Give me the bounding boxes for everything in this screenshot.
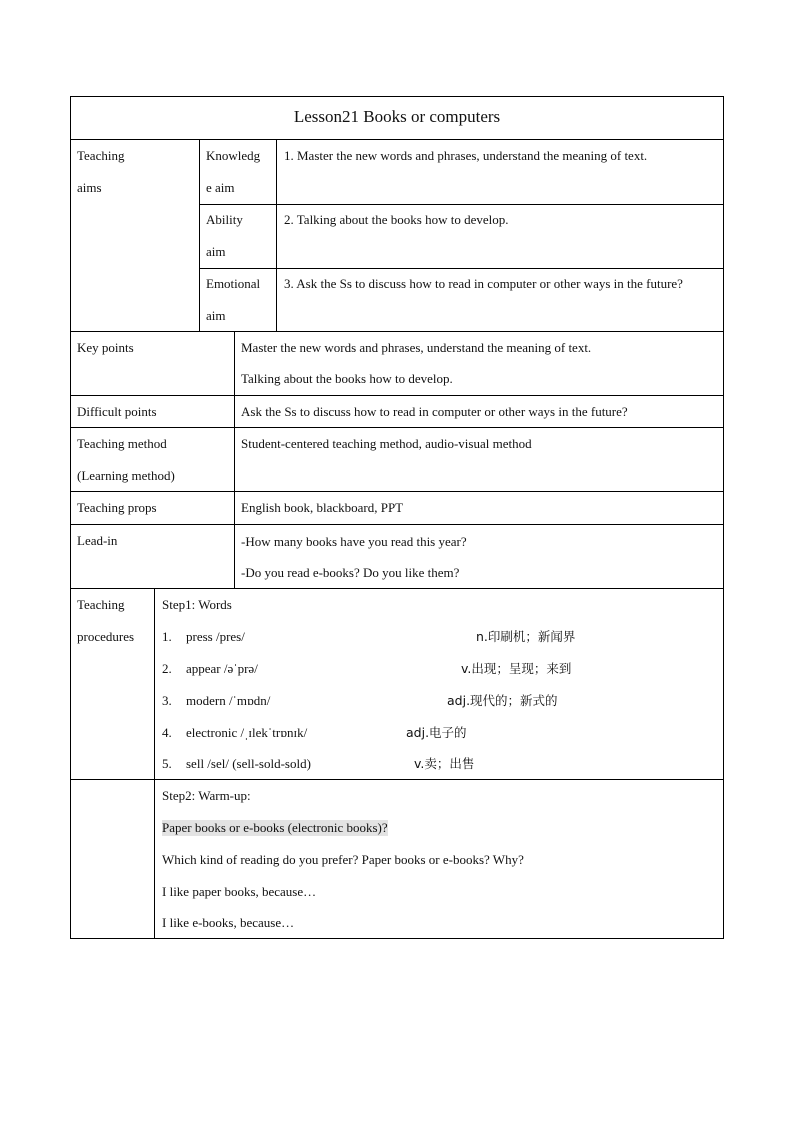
teaching-aims-label-1: Teaching <box>77 148 125 163</box>
ability-aim-row <box>200 204 723 269</box>
word-entry: modern /ˈmɒdn/ <box>186 693 271 708</box>
teaching-aims-row <box>70 140 724 332</box>
teaching-aims-detail <box>199 140 723 331</box>
lead-in-line-2: -Do you read e-books? Do you like them? <box>241 565 460 580</box>
step2-title: Step2: Warm-up: <box>162 788 251 803</box>
title-row <box>70 96 724 140</box>
step2-line: Which kind of reading do you prefer? Paper books or e-books? Why? <box>162 852 524 867</box>
difficult-points-label-cell <box>71 396 234 427</box>
difficult-points-content <box>234 396 723 427</box>
aim-text-cell <box>276 140 723 204</box>
aim-type-label: Knowledg <box>206 148 261 163</box>
aim-type-label: e aim <box>206 180 235 195</box>
key-points-label-cell <box>71 332 234 395</box>
difficult-points-text: Ask the Ss to discuss how to read in computer or other ways in the future? <box>241 404 628 419</box>
aim-type-label: aim <box>206 244 226 259</box>
key-points-line-1: Master the new words and phrases, understand the meaning of text. <box>241 340 592 355</box>
teaching-props-text: English book, blackboard, PPT <box>241 500 404 515</box>
difficult-points-row <box>70 396 724 428</box>
emotional-aim-text: 3. Ask the Ss to discuss how to read in computer or other ways in the future? <box>284 276 683 291</box>
word-number: 5. <box>162 756 172 771</box>
emotional-aim-row <box>200 268 723 331</box>
teaching-aims-label-cell <box>71 140 199 331</box>
word-meaning: n.印刷机；新闻界 <box>476 629 576 644</box>
procedures-label-cell <box>71 589 154 779</box>
aim-type-label: aim <box>206 308 226 323</box>
lead-in-label-cell <box>71 525 234 588</box>
procedures-label-1: Teaching <box>77 597 125 612</box>
word-number: 2. <box>162 661 172 676</box>
teaching-method-content <box>234 428 723 491</box>
word-meaning: adj.电子的 <box>406 725 467 740</box>
procedures-empty-cell <box>71 780 154 938</box>
key-points-label: Key points <box>77 340 134 355</box>
word-number: 1. <box>162 629 172 644</box>
step2-content <box>154 780 723 938</box>
step1-title: Step1: Words <box>162 597 232 612</box>
word-meaning: v.出现；呈现；来到 <box>461 661 572 676</box>
key-points-row <box>70 332 724 396</box>
teaching-method-label-1: Teaching method <box>77 436 167 451</box>
key-points-content <box>234 332 723 395</box>
teaching-method-label-cell <box>71 428 234 491</box>
word-number: 3. <box>162 693 172 708</box>
lead-in-line-1: -How many books have you read this year? <box>241 534 467 549</box>
word-entry: press /pres/ <box>186 629 245 644</box>
word-entry: appear /əˈprə/ <box>186 661 258 676</box>
knowledge-aim-text: 1. Master the new words and phrases, understand the meaning of text. <box>284 148 648 163</box>
aim-type-label: Emotional <box>206 276 261 291</box>
procedures-step2-row <box>70 780 724 939</box>
ability-aim-text: 2. Talking about the books how to develop. <box>284 212 509 227</box>
word-entry: sell /sel/ (sell-sold-sold) <box>186 756 311 771</box>
knowledge-aim-row <box>200 140 723 205</box>
lead-in-content <box>234 525 723 588</box>
step2-highlighted-question: Paper books or e-books (electronic books)? <box>162 820 388 835</box>
teaching-method-row <box>70 428 724 492</box>
teaching-props-label-cell <box>71 492 234 524</box>
teaching-method-text: Student-centered teaching method, audio-visual method <box>241 436 532 451</box>
aim-text-cell <box>276 268 723 331</box>
lesson-title: Lesson21 Books or computers <box>293 107 501 126</box>
teaching-method-label-2: (Learning method) <box>77 468 175 483</box>
procedures-label-2: procedures <box>77 629 135 644</box>
word-entry: electronic /ˌɪlekˈtrɒnɪk/ <box>186 725 308 740</box>
aim-type-label: Ability <box>206 212 243 227</box>
word-number: 4. <box>162 725 172 740</box>
key-points-line-2: Talking about the books how to develop. <box>241 371 453 386</box>
teaching-props-row <box>70 492 724 525</box>
step1-content <box>154 589 723 779</box>
procedures-step1-row <box>70 589 724 780</box>
lesson-plan-table <box>70 96 724 939</box>
difficult-points-label: Difficult points <box>77 404 157 419</box>
lead-in-label: Lead-in <box>77 533 118 548</box>
lead-in-row <box>70 525 724 589</box>
aim-text-cell <box>276 204 723 268</box>
step2-line: I like paper books, because… <box>162 884 317 899</box>
teaching-props-label: Teaching props <box>77 500 157 515</box>
word-meaning: v.卖；出售 <box>414 756 475 771</box>
teaching-props-content <box>234 492 723 524</box>
word-meaning: adj.现代的；新式的 <box>447 693 558 708</box>
teaching-aims-label-2: aims <box>77 180 102 195</box>
step2-line: I like e-books, because… <box>162 915 295 930</box>
